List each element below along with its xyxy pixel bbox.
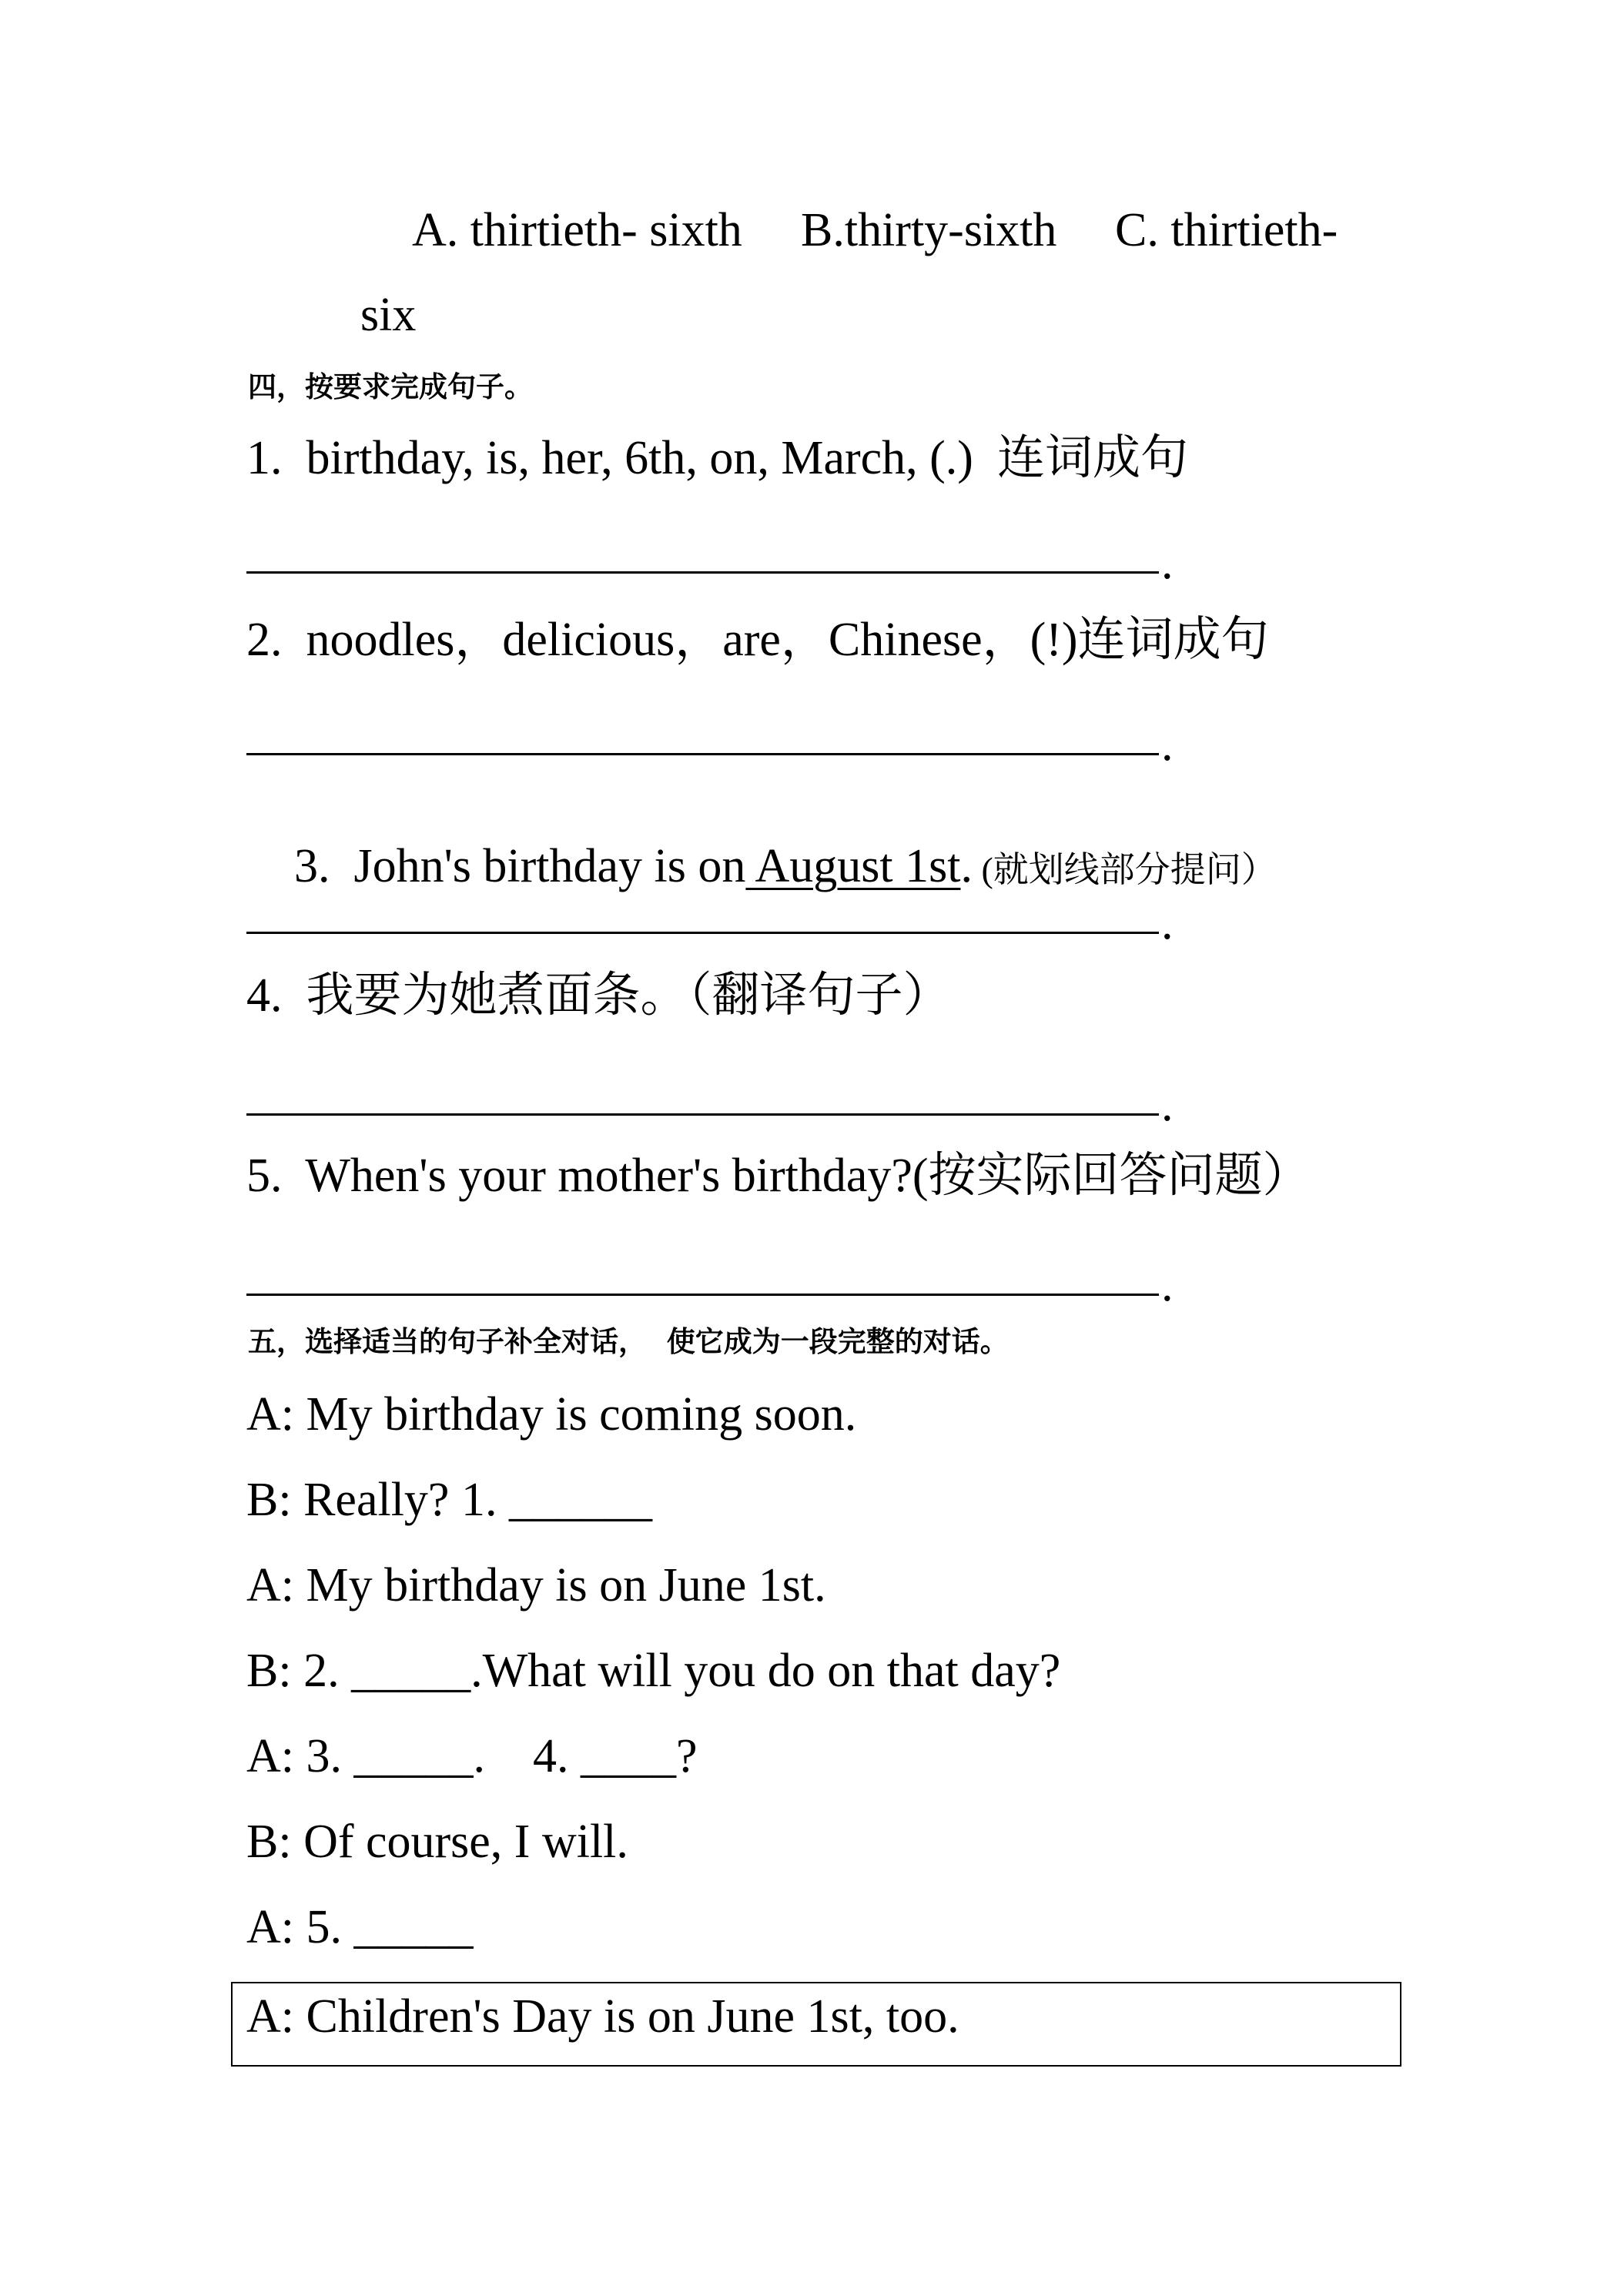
answer-line-3 [246,932,1159,934]
option-c: C. thirtieth- [1115,204,1338,256]
option-b: B.thirty-sixth [801,204,1057,256]
dialogue-line: B: Of course, I will. [246,1816,628,1868]
question-4: 4. 我要为她煮面条。（翻译句子） [246,969,951,1022]
answer-line-4 [246,1113,1159,1116]
question-3-prefix: 3. John's birthday is on [294,840,746,892]
question-1: 1. birthday, is, her, 6th, on, March, (.) 连词成句 [246,432,1188,484]
dialogue-line: A: My birthday is coming soon. [246,1388,857,1441]
answer-line-2 [246,753,1159,755]
boxed-dialogue-line: A: Children's Day is on June 1st, too. [246,1990,959,2043]
answer-line-3-period: . [1161,897,1174,949]
question-3-underlined-part: August 1st [745,840,961,892]
answer-line-1-period: . [1161,537,1174,589]
answer-line-5 [246,1294,1159,1296]
answer-line-1 [246,571,1159,574]
dialogue-line: B: 2. _____.What will you do on that day? [246,1645,1061,1697]
option-c-continued: six [360,289,417,341]
answer-line-5-period: . [1161,1259,1174,1311]
dialogue-line: A: 5. _____ [246,1901,474,1953]
option-a: A. thirtieth- sixth [412,204,742,256]
dialogue-line: A: 3. _____. 4. ____? [246,1730,698,1782]
dialogue-line: A: My birthday is on June 1st. [246,1559,826,1612]
question-3 [246,795,1277,938]
boxed-dialogue [231,1982,1401,2067]
dialogue-line: B: Really? 1. ______ [246,1474,652,1526]
question-2: 2. noodles，delicious，are，Chinese，(!)连词成句 [246,614,1269,666]
question-5: 5. When's your mother's birthday?(按实际回答问题） [246,1150,1311,1202]
question-3-period: . [960,840,973,892]
section4-heading: 四，按要求完成句子。 [248,370,533,403]
question-3-note: (就划线部分提问） [972,850,1277,889]
section5-heading: 五，选择适当的句子补全对话， 使它成为一段完整的对话。 [248,1325,1009,1358]
answer-line-4-period: . [1161,1079,1174,1131]
answer-line-2-period: . [1161,718,1174,771]
